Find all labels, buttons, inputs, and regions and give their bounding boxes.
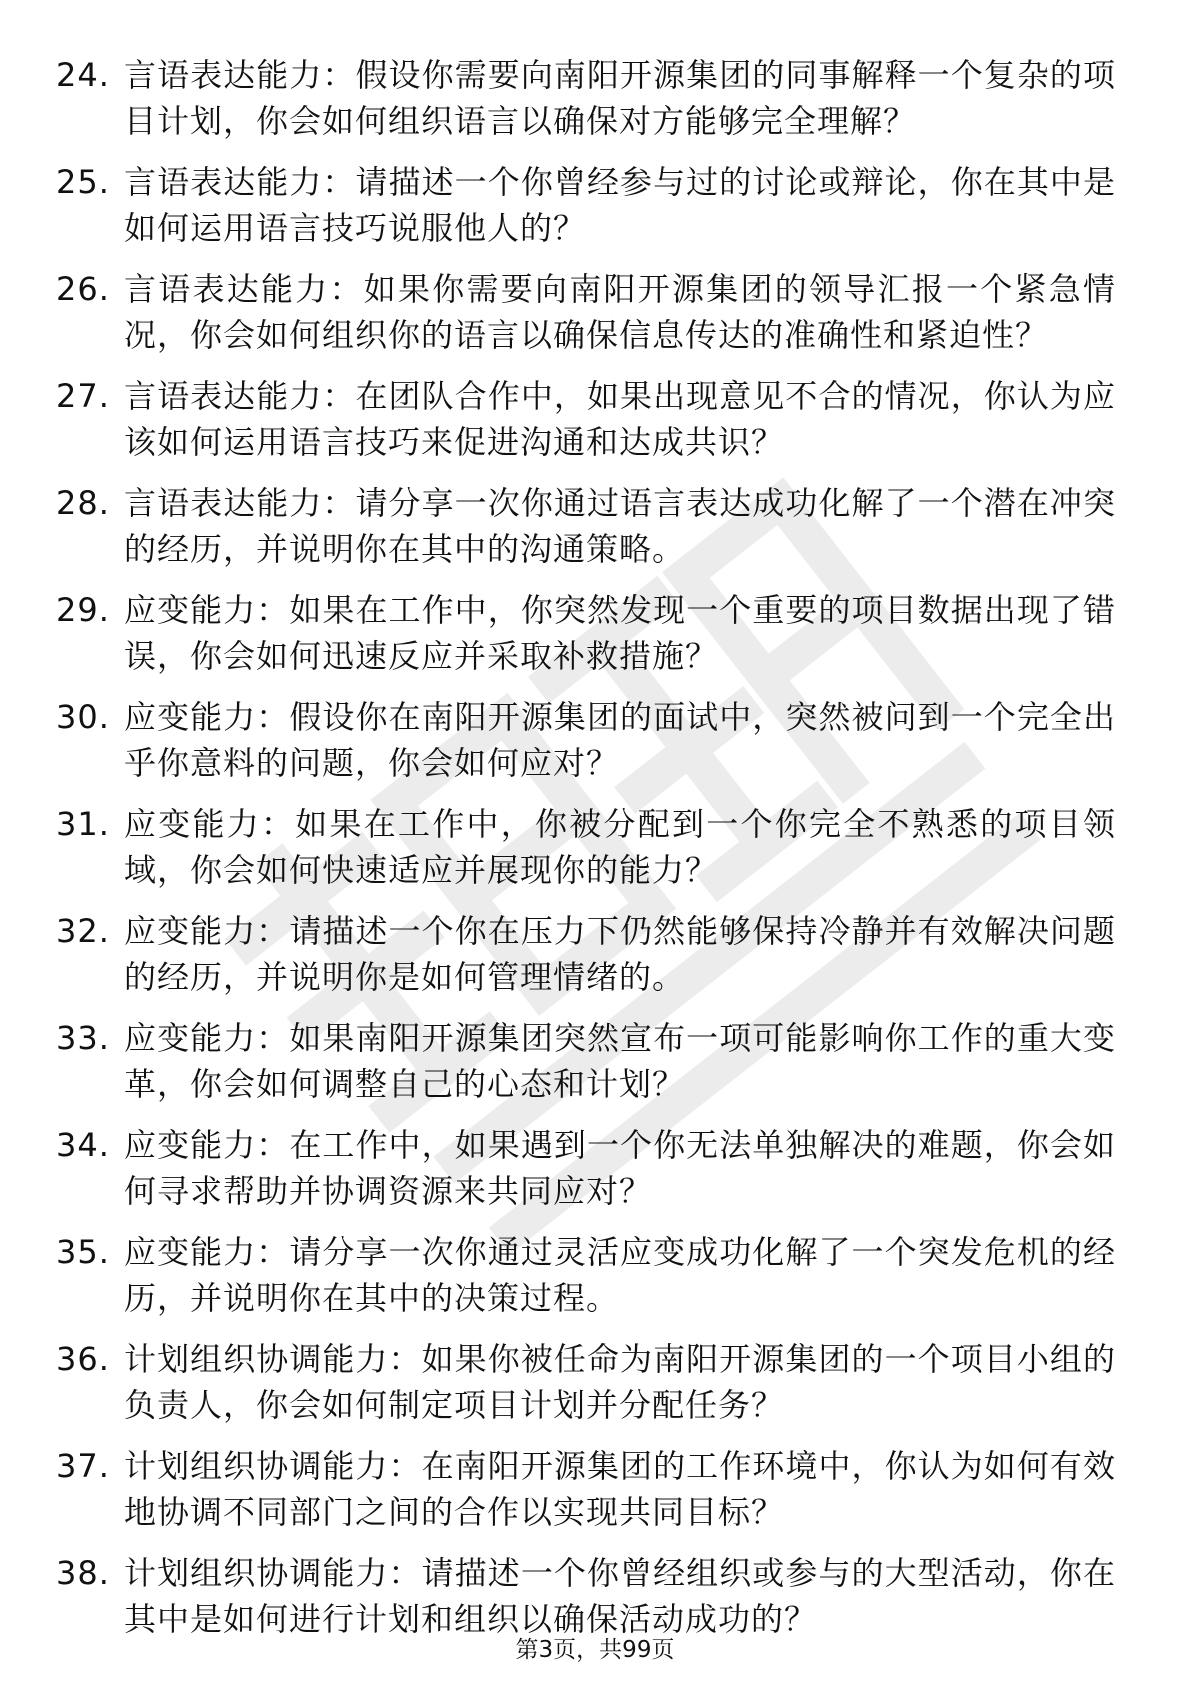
question-text: 应变能力：如果在工作中，你被分配到一个你完全不熟悉的项目领域，你会如何快速适应并展现你的能力？ [124,805,1116,889]
question-text: 应变能力：如果南阳开源集团突然宣布一项可能影响你工作的重大变革，你会如何调整自己的心态和计划？ [124,1019,1116,1103]
page-footer: 第3页，共99页 [515,1637,675,1663]
question-text: 应变能力：请分享一次你通过灵活应变成功化解了一个突发危机的经历，并说明你在其中的决策过程。 [124,1233,1116,1317]
question-text: 言语表达能力：请描述一个你曾经参与过的讨论或辩论，你在其中是如何运用语言技巧说服他人的？ [124,163,1116,247]
question-text: 应变能力：如果在工作中，你突然发现一个重要的项目数据出现了错误，你会如何迅速反应并采取补救措施？ [124,591,1116,675]
question-item [56,587,1116,679]
question-item [56,1336,1116,1428]
question-text: 应变能力：请描述一个你在压力下仍然能够保持冷静并有效解决问题的经历，并说明你是如何管理情绪的。 [124,912,1116,996]
question-item [56,801,1116,893]
question-item [56,159,1116,251]
question-number: 36. [56,1340,110,1378]
question-item [56,1229,1116,1321]
question-number: 31. [56,805,110,843]
question-item [56,480,1116,572]
question-number: 32. [56,912,110,950]
question-list [56,52,1116,1657]
question-item [56,266,1116,358]
question-number: 33. [56,1019,110,1057]
question-number: 29. [56,591,110,629]
question-text: 计划组织协调能力：请描述一个你曾经组织或参与的大型活动，你在其中是如何进行计划和组织以确保活动成功的？ [124,1554,1116,1638]
question-number: 25. [56,163,110,201]
question-item [56,1443,1116,1535]
question-text: 言语表达能力：假设你需要向南阳开源集团的同事解释一个复杂的项目计划，你会如何组织语言以确保对方能够完全理解？ [124,56,1116,140]
question-number: 38. [56,1554,110,1592]
question-number: 35. [56,1233,110,1271]
question-number: 37. [56,1447,110,1485]
question-item [56,1550,1116,1642]
question-text: 应变能力：假设你在南阳开源集团的面试中，突然被问到一个完全出乎你意料的问题，你会如何应对？ [124,698,1116,782]
question-text: 计划组织协调能力：在南阳开源集团的工作环境中，你认为如何有效地协调不同部门之间的合作以实现共同目标？ [124,1447,1116,1531]
question-item [56,908,1116,1000]
question-number: 24. [56,56,110,94]
question-text: 言语表达能力：请分享一次你通过语言表达成功化解了一个潜在冲突的经历，并说明你在其中的沟通策略。 [124,484,1116,568]
question-item [56,1015,1116,1107]
question-item [56,52,1116,144]
question-text: 言语表达能力：在团队合作中，如果出现意见不合的情况，你认为应该如何运用语言技巧来促进沟通和达成共识？ [124,377,1116,461]
question-number: 26. [56,270,110,308]
question-item [56,1122,1116,1214]
question-number: 30. [56,698,110,736]
question-item [56,373,1116,465]
question-text: 应变能力：在工作中，如果遇到一个你无法单独解决的难题，你会如何寻求帮助并协调资源来共同应对？ [124,1126,1116,1210]
question-number: 28. [56,484,110,522]
question-item [56,694,1116,786]
question-number: 34. [56,1126,110,1164]
question-text: 计划组织协调能力：如果你被任命为南阳开源集团的一个项目小组的负责人，你会如何制定项目计划并分配任务？ [124,1340,1116,1424]
question-number: 27. [56,377,110,415]
question-text: 言语表达能力：如果你需要向南阳开源集团的领导汇报一个紧急情况，你会如何组织你的语言以确保信息传达的准确性和紧迫性？ [124,270,1116,354]
